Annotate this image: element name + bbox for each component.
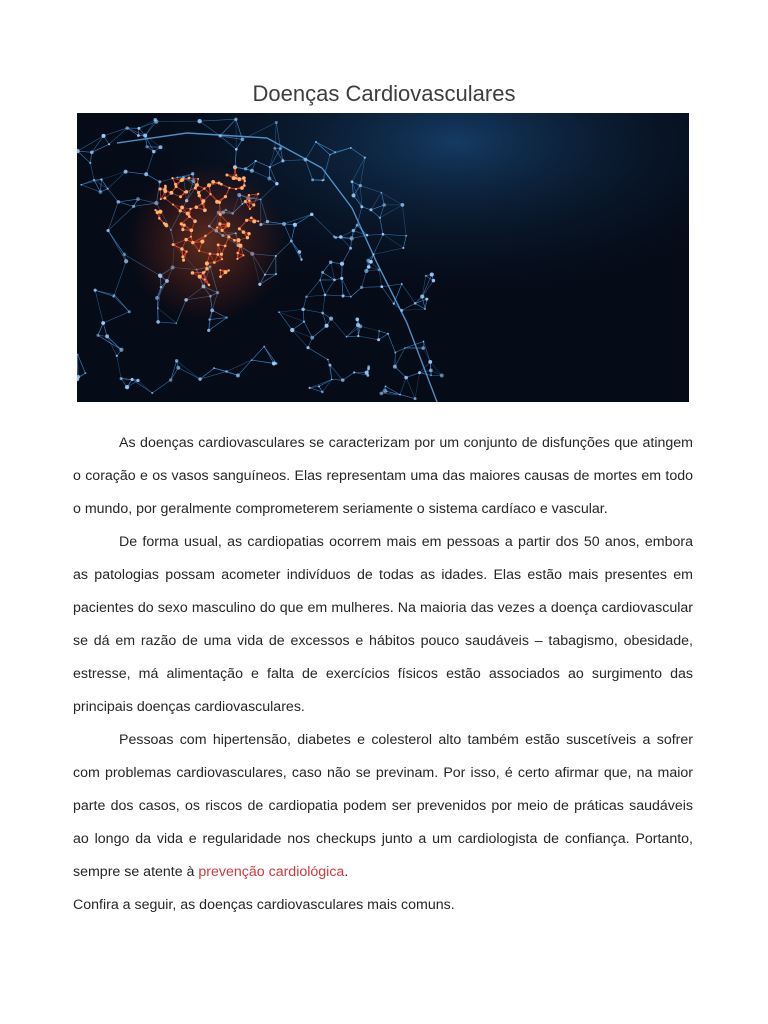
hero-image [77, 113, 689, 402]
document-body [73, 427, 693, 922]
paragraph-2: De forma usual, as cardiopatias ocorrem mais em pessoas a partir dos 50 anos, embora as patologias possam acometer indivíduos de todas as idades. Elas estão mais presentes em pacientes do sexo masculino do que em mulheres. Na maioria das vezes a doença cardiovascular se dá em razão de uma vida de excessos e hábitos pouco saudáveis – tabagismo, obesidade, estresse, má alimentação e falta de exercícios físicos estão associados ao surgimento das principais doenças cardiovasculares. [73, 534, 693, 715]
closing-line: Confira a seguir, as doenças cardiovasculares mais comuns. [73, 897, 455, 913]
paragraph-3-text: Pessoas com hipertensão, diabetes e colesterol alto também estão suscetíveis a sofrer com problemas cardiovasculares, caso não se previnam. Por isso, é certo afirmar que, na maior parte dos casos, os riscos de cardiopatia podem ser prevenidos por meio de práticas saudáveis ao longo da vida e regularidade nos checkups junto a um cardiologista de confiança. Portanto, sempre se atente à [73, 732, 693, 880]
paragraph-3 [73, 724, 693, 889]
paragraph-3-end: . [344, 864, 349, 880]
prevencao-cardiologica-link[interactable]: prevenção cardiológica [198, 864, 345, 880]
paragraph-1: As doenças cardiovasculares se caracterizam por um conjunto de disfunções que atingem o coração e os vasos sanguíneos. Elas representam uma das maiores causas de mortes em todo o mundo, por geralmente comprometerem seriamente o sistema cardíaco e vascular. [73, 435, 693, 517]
document-title: Doenças Cardiovasculares [252, 81, 516, 106]
heart-network-illustration [77, 113, 689, 402]
